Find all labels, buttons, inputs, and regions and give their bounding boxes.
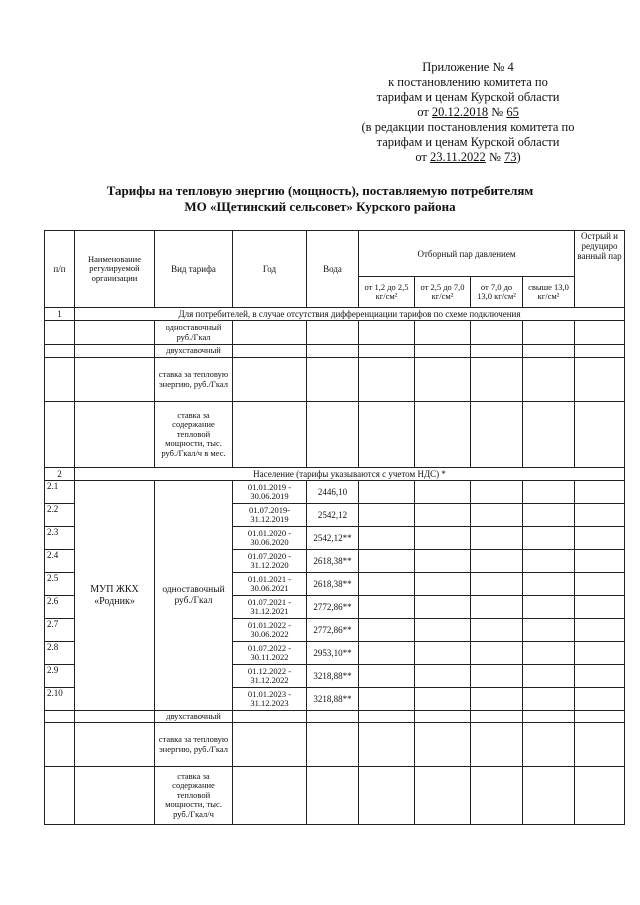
table-row: 2.9 01.12.2022 - 31.12.2022 3218,88** [45,665,625,688]
col-sharp-header: Острый и редуциро ванный пар [575,231,625,308]
col-type-header: Вид тарифа [155,231,233,308]
tariff-type: одноставочный руб./Гкал [155,481,233,711]
steam2-header: от 2,5 до 7,0 кг/см² [415,277,471,308]
table-row: ставка за тепловую энергию, руб./Гкал [45,723,625,767]
table-row: 2.10 01.01.2023 - 31.12.2023 3218,88** [45,688,625,711]
document-title: Тарифы на тепловую энергию (мощность), поставляемую потребителям МО «Щетинский сельсовет» Курского района [106,183,534,214]
table-row: 2.7 01.01.2022 - 30.06.2022 2772,86** [45,619,625,642]
col-steam-header: Отборный пар давлением [359,231,575,277]
col-org-header: Наименование регулируемой организации [75,231,155,308]
appendix-revision: от 23.11.2022 № 73) [415,150,521,164]
section1-label: Для потребителей, в случае отсутствия дифференциации тарифов по схеме подключения [75,308,625,321]
org-name: МУП ЖКХ «Родник» [75,481,155,711]
table-row: ставка за тепловую энергию, руб./Гкал [45,358,625,402]
table-row: 2.6 01.07.2021 - 31.12.2021 2772,86** [45,596,625,619]
revision-number: 73 [504,150,517,164]
table-row: двухставочный [45,345,625,358]
header-row [45,231,625,277]
table-row: 2.8 01.07.2022 - 30.11.2022 2953,10** [45,642,625,665]
appendix-line: тарифам и ценам Курской области [376,135,560,149]
col-num-header: п/п [45,231,75,308]
col-year-header: Год [233,231,307,308]
table-row: 2.2 01.07.2019- 31.12.2019 2542,12 [45,504,625,527]
appendix-block [338,60,598,165]
table-row: одноставочный руб./Гкал [45,321,625,345]
steam1-header: от 1,2 до 2,5 кг/см² [359,277,415,308]
decree-number: 65 [506,105,519,119]
section1-row: 1 Для потребителей, в случае отсутствия дифференциации тарифов по схеме подключения [45,308,625,321]
decree-date: 20.12.2018 [431,105,489,119]
appendix-line: к постановлению комитета по [388,75,548,89]
steam4-header: свыше 13,0 кг/см² [523,277,575,308]
table-row: ставка за содержание тепловой мощности, тыс. руб./Гкал/ч [45,767,625,825]
section2-row: 2 Население (тарифы указываются с учетом НДС) * [45,468,625,481]
tariff-table [44,230,625,825]
revision-date: 23.11.2022 [430,150,486,164]
section2-label: Население (тарифы указываются с учетом НДС) * [75,468,625,481]
appendix-line: (в редакции постановления комитета по [361,120,575,134]
appendix-reference: от 20.12.2018 № 65 [417,105,519,119]
table-row: 2.1 МУП ЖКХ «Родник» одноставочный руб./Гкал 01.01.2019 - 30.06.2019 2446,10 [45,481,625,504]
table-row: двухставочный [45,711,625,723]
steam3-header: от 7,0 до 13,0 кг/см² [471,277,523,308]
table-row: ставка за содержание тепловой мощности, тыс. руб./Гкал/ч в мес. [45,402,625,468]
table-row: 2.5 01.01.2021 - 30.06.2021 2618,38** [45,573,625,596]
appendix-title: Приложение № 4 [422,60,514,74]
table-row: 2.3 01.01.2020 - 30.06.2020 2542,12** [45,527,625,550]
table-row: 2.4 01.07.2020 - 31.12.2020 2618,38** [45,550,625,573]
appendix-line: тарифам и ценам Курской области [376,90,560,104]
col-water-header: Вода [307,231,359,308]
